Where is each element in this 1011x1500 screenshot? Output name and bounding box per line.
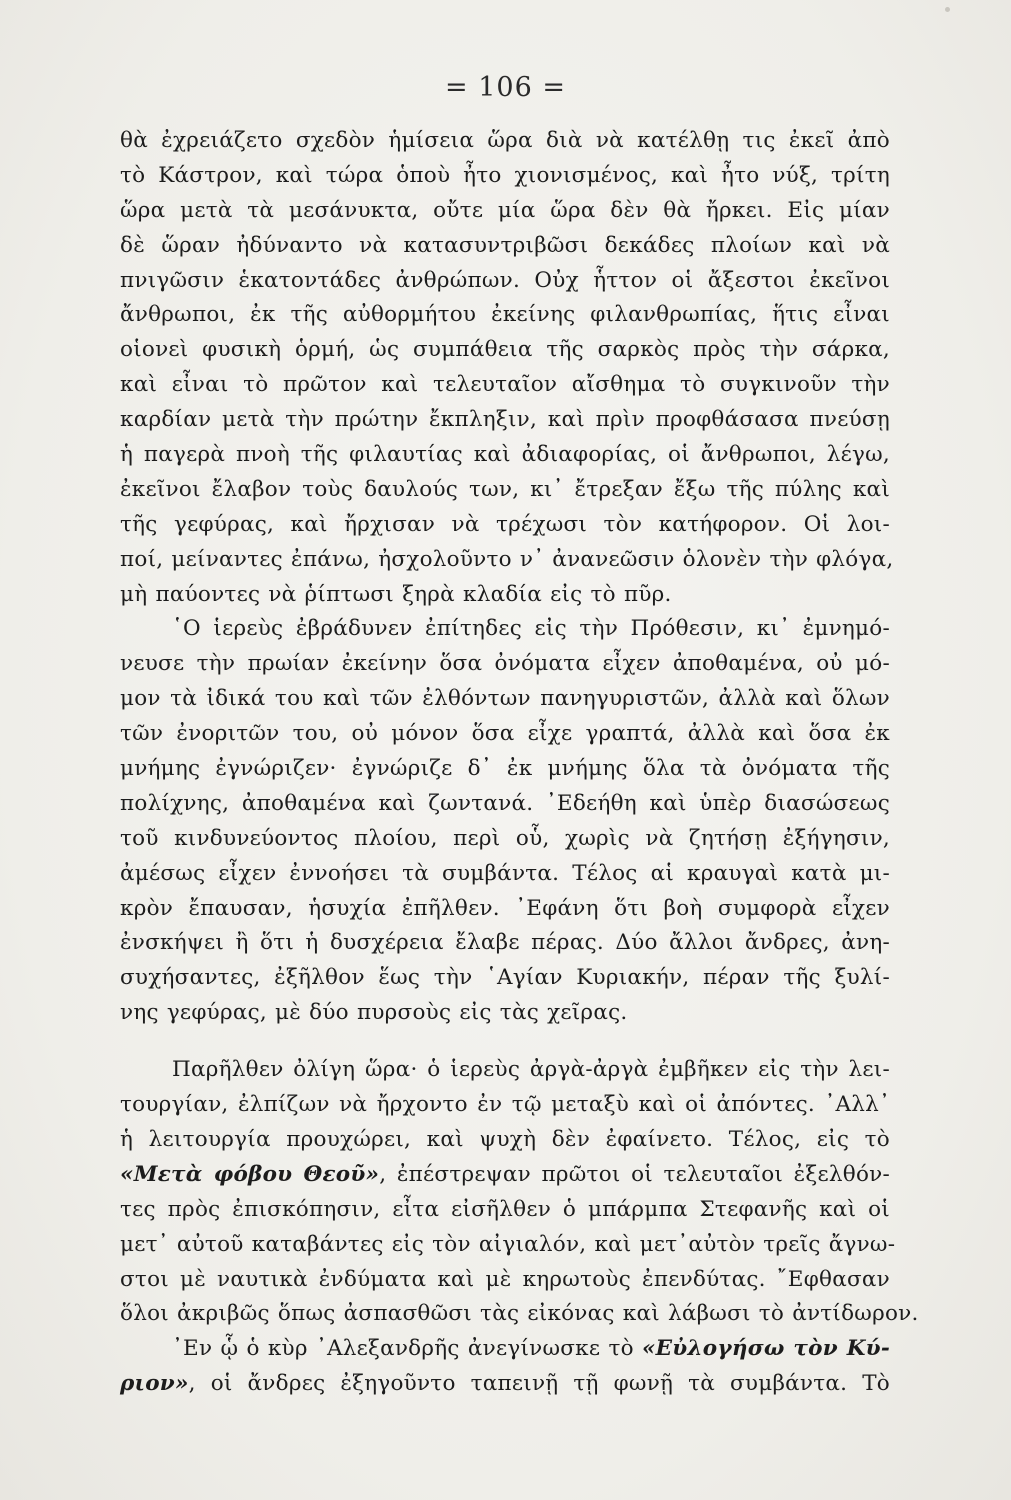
text-line: πολίχνης, ἀποθαμένα καὶ ζωντανά. ᾿Εδεήθη καὶ ὑπὲρ διασώσεως — [120, 790, 890, 816]
page-body — [120, 124, 919, 1402]
paragraph-3 — [120, 1053, 919, 1332]
text-line: καρδίαν μετὰ τὴν πρώτην ἔκπληξιν, καὶ πρὶν προφθάσασα πνεύσῃ — [120, 407, 890, 433]
text-line: συχήσαντες, ἐξῆλθον ἕως τὴν ῾Αγίαν Κυριακήν, πέραν τῆς ξυλί- — [120, 965, 890, 991]
paragraph-2 — [120, 612, 890, 1031]
text-line: ἡ παγερὰ πνοὴ τῆς φιλαυτίας καὶ ἀδιαφορίας, οἱ ἄνθρωποι, λέγω, — [120, 442, 890, 468]
text-line: ὥρα μετὰ τὰ μεσάνυκτα, οὔτε μία ὥρα δὲν θὰ ἤρκει. Εἰς μίαν — [120, 197, 890, 223]
text-line: μετ᾿ αὐτοῦ καταβάντες εἰς τὸν αἰγιαλόν, καὶ μετ᾿αὐτὸν τρεῖς ἄγνω- — [120, 1231, 896, 1257]
text-line: οἱονεὶ φυσικὴ ὁρμή, ὡς συμπάθεια τῆς σαρκὸς πρὸς τὴν σάρκα, — [120, 337, 890, 363]
text-line: ἡ λειτουργία προυχώρει, καὶ ψυχὴ δὲν ἐφαίνετο. Τέλος, εἰς τὸ — [120, 1126, 890, 1152]
text-run: ᾿Εν ᾧ ὁ κὺρ ᾿Αλεξανδρῆς ἀνεγίνωσκε τὸ — [172, 1336, 642, 1362]
text-line: τες πρὸς ἐπισκόπησιν, εἶτα εἰσῆλθεν ὁ μπάρμπα Στεφανῆς καὶ οἱ — [120, 1196, 890, 1222]
text-line: ἐνσκήψει ἢ ὅτι ἡ δυσχέρεια ἔλαβε πέρας. Δύο ἄλλοι ἄνδρες, ἀνη- — [120, 930, 890, 956]
text-line: θὰ ἐχρειάζετο σχεδὸν ἡμίσεια ὥρα διὰ νὰ κατέλθῃ τις ἐκεῖ ἀπὸ — [120, 128, 890, 153]
text-line: τοῦ κινδυνεύοντος πλοίου, περὶ οὗ, χωρὶς νὰ ζητήσῃ ἐξήγησιν, — [120, 825, 890, 851]
page-number: = 106 = — [445, 72, 566, 103]
paragraph-1 — [120, 124, 894, 612]
text-line: κρὸν ἔπαυσαν, ἡσυχία ἐπῆλθεν. ᾿Εφάνη ὅτι βοὴ συμφορὰ εἶχεν — [120, 895, 890, 921]
text-line: ἀμέσως εἶχεν ἐννοήσει τὰ συμβάντα. Τέλος αἱ κραυγαὶ κατὰ μι- — [120, 860, 890, 886]
text-line: μὴ παύοντες νὰ ῥίπτωσι ξηρὰ κλαδία εἰς τὸ πῦρ. — [120, 581, 672, 607]
text-line: ῾Ο ἱερεὺς ἐβράδυνεν ἐπίτηδες εἰς τὴν Πρόθεσιν, κι᾿ ἐμνημό- — [172, 616, 890, 642]
text-line: νης γεφύρας, μὲ δύο πυρσοὺς εἰς τὰς χεῖρας. — [120, 1000, 628, 1026]
text-line: μον τὰ ἰδικά του καὶ τῶν ἐλθόντων πανηγυριστῶν, ἀλλὰ καὶ ὅλων — [120, 686, 890, 712]
text-line: ποί, μείναντες ἐπάνω, ἠσχολοῦντο ν᾿ ἀνανεῶσιν ὁλονὲν τὴν φλόγα, — [120, 546, 894, 572]
text-line: Παρῆλθεν ὀλίγη ὥρα· ὁ ἱερεὺς ἀργὰ-ἀργὰ ἐμβῆκεν εἰς τὴν λει- — [172, 1057, 890, 1083]
text-line: τὸ Κάστρον, καὶ τώρα ὁποὺ ἦτο χιονισμένος, καὶ ἦτο νύξ, τρίτη — [120, 162, 890, 188]
italic-quote: «Εὐλογήσω τὸν Κύ- — [641, 1336, 890, 1362]
italic-quote: ριον» — [120, 1371, 189, 1397]
text-line — [120, 1158, 890, 1193]
text-line — [120, 1367, 890, 1402]
text-line: καὶ εἶναι τὸ πρῶτον καὶ τελευταῖον αἴσθημα τὸ συγκινοῦν τὴν — [120, 372, 890, 398]
text-line: τῶν ἐνοριτῶν του, οὐ μόνον ὅσα εἶχε γραπτά, ἀλλὰ καὶ ὅσα ἐκ — [120, 721, 890, 747]
italic-quote: «Μετὰ φόβου Θεοῦ» — [120, 1161, 380, 1187]
text-run: , ἐπέστρεψαν πρῶτοι οἱ τελευταῖοι ἐξελθόν- — [379, 1161, 890, 1187]
paragraph-4 — [120, 1332, 890, 1402]
text-line: ὅλοι ἀκριβῶς ὅπως ἀσπασθῶσι τὰς εἰκόνας καὶ λάβωσι τὸ ἀντίδωρον. — [120, 1301, 919, 1327]
text-line: πνιγῶσιν ἑκατοντάδες ἀνθρώπων. Οὐχ ἧττον οἱ ἄξεστοι ἐκεῖνοι — [120, 267, 890, 293]
text-line: τουργίαν, ἐλπίζων νὰ ἤρχοντο ἐν τῷ μεταξὺ καὶ οἱ ἀπόντες. ᾿Αλλ᾿ — [120, 1092, 890, 1118]
text-line — [120, 1332, 890, 1367]
text-line: δὲ ὥραν ἠδύναντο νὰ κατασυντριβῶσι δεκάδες πλοίων καὶ νὰ — [120, 232, 890, 258]
text-line: μνήμης ἐγνώριζεν· ἐγνώριζε δ᾿ ἐκ μνήμης ὅλα τὰ ὀνόματα τῆς — [120, 756, 890, 782]
text-line: τῆς γεφύρας, καὶ ἤρχισαν νὰ τρέχωσι τὸν κατήφορον. Οἱ λοι- — [120, 511, 890, 537]
text-line: ἄνθρωποι, ἐκ τῆς αὐθορμήτου ἐκείνης φιλανθρωπίας, ἥτις εἶναι — [120, 302, 890, 328]
text-line: ἐκεῖνοι ἔλαβον τοὺς δαυλούς των, κι᾿ ἔτρεξαν ἔξω τῆς πύλης καὶ — [120, 476, 890, 502]
text-line: νευσε τὴν πρωίαν ἐκείνην ὅσα ὀνόματα εἶχεν ἀποθαμένα, οὐ μό- — [120, 651, 890, 677]
text-run: , οἱ ἄνδρες ἐξηγοῦντο ταπεινῇ τῇ φωνῇ τὰ συμβάντα. Τὸ — [188, 1371, 890, 1397]
text-line: στοι μὲ ναυτικὰ ἐνδύματα καὶ μὲ κηρωτοὺς ἐπενδύτας. ῎Εφθασαν — [120, 1266, 890, 1292]
paragraph-gap — [120, 1031, 890, 1053]
paper-spot — [945, 7, 950, 12]
